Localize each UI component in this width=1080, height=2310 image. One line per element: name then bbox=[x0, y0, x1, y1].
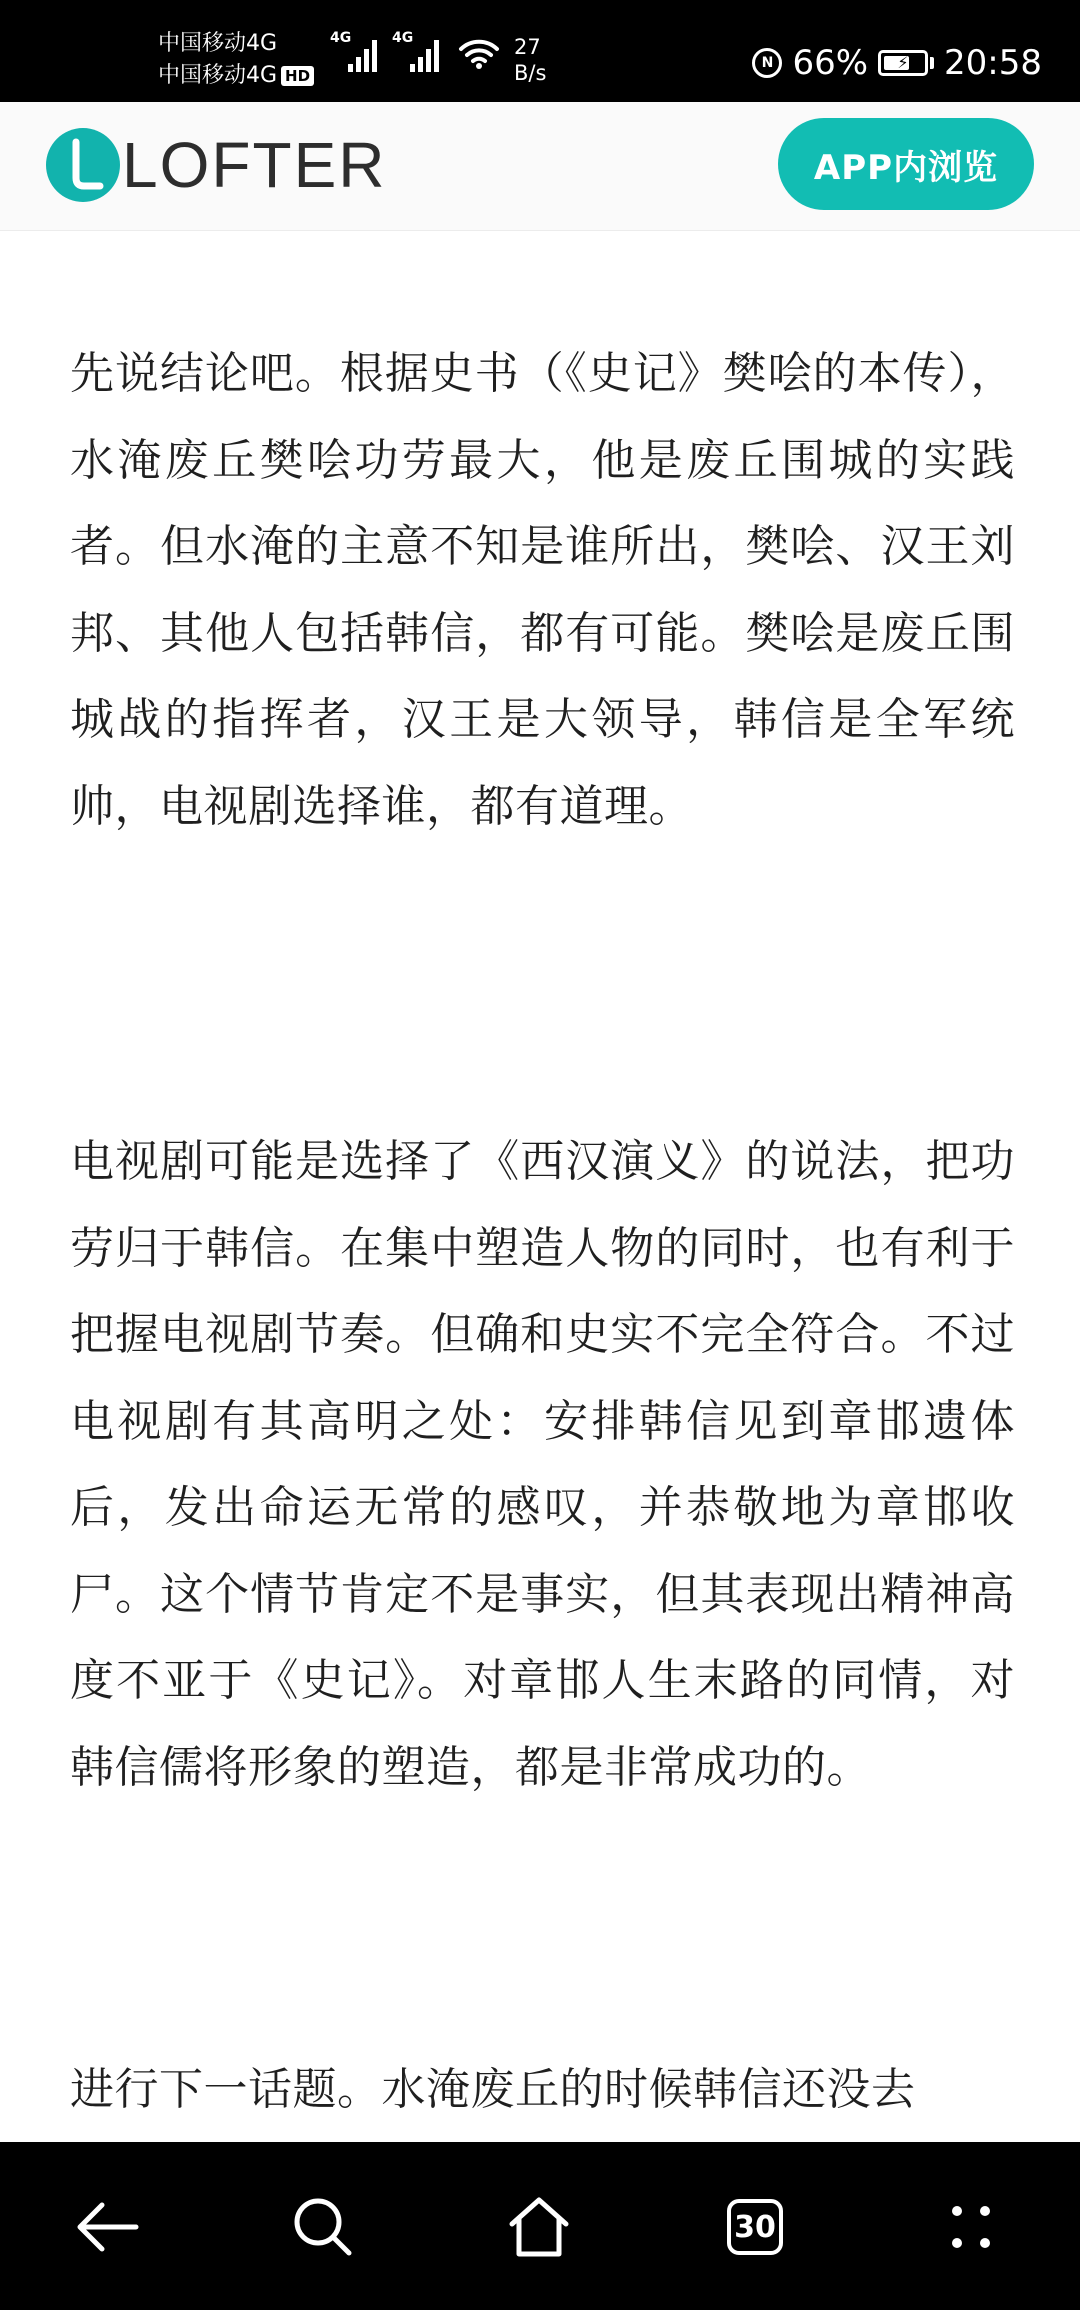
carrier-2: 中国移动4G bbox=[158, 63, 278, 88]
lofter-logo[interactable] bbox=[46, 128, 386, 202]
logo-text: LOFTER bbox=[122, 129, 387, 201]
home-icon[interactable] bbox=[494, 2182, 584, 2272]
lofter-logo-icon bbox=[46, 128, 120, 202]
carrier-info bbox=[158, 28, 314, 92]
battery-icon bbox=[878, 50, 934, 76]
system-nav-bar bbox=[0, 2142, 1080, 2310]
carrier-2-row bbox=[158, 60, 314, 92]
site-header bbox=[0, 102, 1080, 231]
back-arrow-icon[interactable] bbox=[62, 2182, 152, 2272]
carrier-1: 中国移动4G bbox=[158, 31, 278, 56]
article-paragraph: 进行下一话题。水淹废丘的时候韩信还没去 bbox=[70, 2064, 916, 2115]
hd-badge: HD bbox=[281, 66, 314, 86]
network-speed bbox=[514, 34, 546, 86]
status-right bbox=[752, 38, 1042, 88]
tabs-icon[interactable] bbox=[710, 2182, 800, 2272]
speed-unit: B/s bbox=[514, 61, 547, 85]
clock: 20:58 bbox=[944, 43, 1042, 83]
article-paragraph: 电视剧可能是选择了《西汉演义》的说法，把功劳归于韩信。在集中塑造人物的同时，也有利于把握电视剧节奏。但确和史实不完全符合。不过电视剧有其高明之处：安排韩信见到章邯遗体后，发出命运无常的感叹，并恭敬地为章邯收尸。这个情节肯定不是事实，但其表现出精神高度不亚于《史记》。对章邯人生末路的同情，对韩信儒将形象的塑造，都是非常成功的。 bbox=[70, 1136, 1015, 1793]
article-paragraph: 先说结论吧。根据史书（《史记》樊哙的本传），水淹废丘樊哙功劳最大，他是废丘围城的实践者。但水淹的主意不知是谁所出，樊哙、汉王刘邦、其他人包括韩信，都有可能。樊哙是废丘围城战的指挥者，汉王是大领导，韩信是全军统帅，电视剧选择谁，都有道理。 bbox=[70, 348, 1015, 832]
nfc-icon: N bbox=[752, 48, 782, 78]
speed-value: 27 bbox=[514, 35, 541, 59]
search-icon[interactable] bbox=[278, 2182, 368, 2272]
wifi-icon bbox=[458, 38, 500, 74]
battery-percent: 66% bbox=[792, 43, 869, 83]
status-bar bbox=[0, 0, 1080, 102]
signal-1-tag: 4G bbox=[330, 30, 352, 46]
open-in-app-button[interactable]: APP内浏览 bbox=[778, 118, 1034, 210]
charging-bolt-icon: ⚡ bbox=[897, 53, 909, 72]
signal-2-tag: 4G bbox=[392, 30, 414, 46]
menu-dots-icon[interactable] bbox=[926, 2182, 1016, 2272]
tabs-count: 30 bbox=[727, 2199, 783, 2255]
